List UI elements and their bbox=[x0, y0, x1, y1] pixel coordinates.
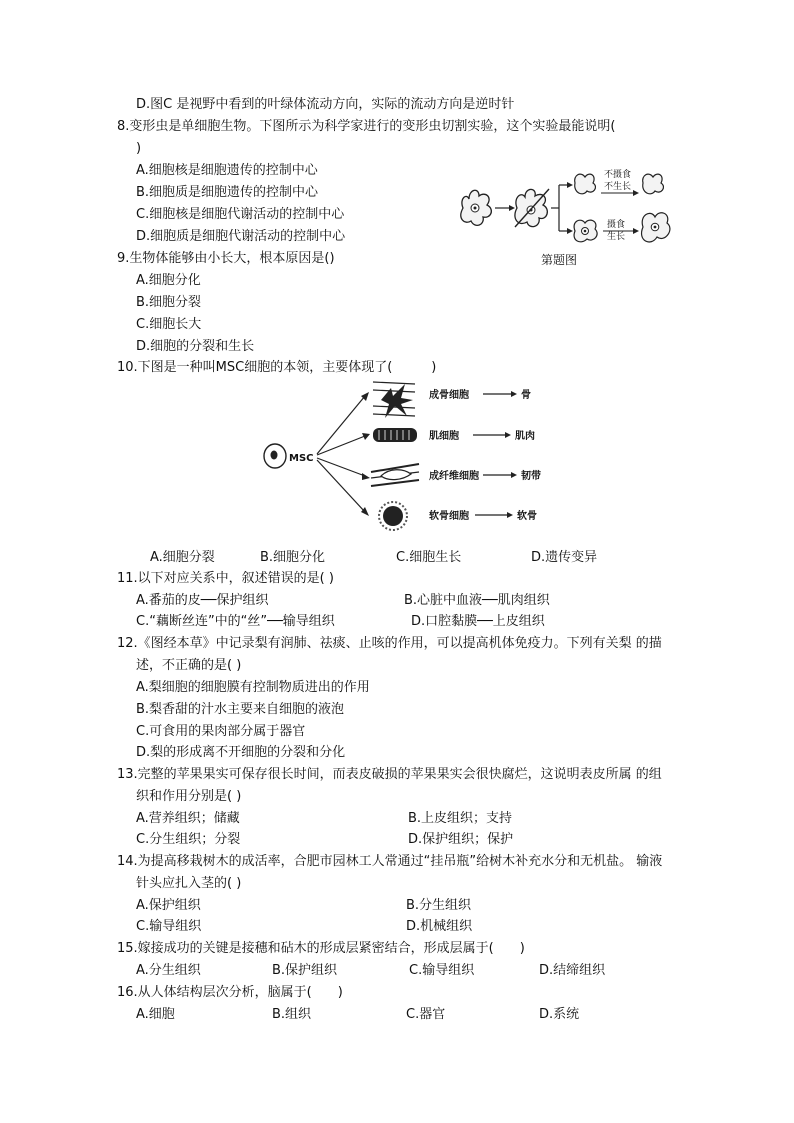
q9-option-b: B.细胞分裂 bbox=[136, 295, 202, 310]
q11-option-a: A.番茄的皮──保护组织 bbox=[136, 593, 269, 608]
q15-option-c: C.输导组织 bbox=[409, 963, 475, 978]
msc-row-cell-0: 成骨细胞 bbox=[429, 390, 469, 401]
q14-option-a: A.保护组织 bbox=[136, 898, 201, 913]
q8-option-d: D.细胞质是细胞代谢活动的控制中心 bbox=[136, 229, 346, 244]
q15-option-b: B.保护组织 bbox=[272, 963, 338, 978]
q10-option-a: A.细胞分裂 bbox=[150, 550, 215, 565]
q16-option-d: D.系统 bbox=[539, 1007, 580, 1022]
q15-stem: 15.嫁接成功的关键是接穗和砧木的形成层紧密结合，形成层属于( ) bbox=[117, 941, 525, 956]
msc-row-result-2: 韧带 bbox=[521, 471, 541, 482]
q16-option-a: A.细胞 bbox=[136, 1007, 175, 1022]
msc-row-result-3: 软骨 bbox=[517, 511, 537, 522]
q16-option-c: C.器官 bbox=[406, 1007, 446, 1022]
q15-option-a: A.分生组织 bbox=[136, 963, 201, 978]
q8-option-b: B.细胞质是细胞遗传的控制中心 bbox=[136, 185, 319, 200]
q8-option-c: C.细胞核是细胞代谢活动的控制中心 bbox=[136, 207, 345, 222]
q13-stem-line1: 13.完整的苹果果实可保存很长时间，而表皮破损的苹果果实会很快腐烂，这说明表皮所属 的组 bbox=[117, 767, 662, 782]
q8-figure-caption: 第题图 bbox=[541, 253, 578, 267]
q8-option-a: A.细胞核是细胞遗传的控制中心 bbox=[136, 163, 318, 178]
q9-option-c: C.细胞长大 bbox=[136, 317, 202, 332]
amoeba-cutting-figure bbox=[455, 163, 675, 258]
q13-option-d: D.保护组织；保护 bbox=[408, 832, 514, 847]
msc-row-result-1: 肌肉 bbox=[515, 431, 535, 442]
q11-option-d: D.口腔黏膜──上皮组织 bbox=[411, 614, 545, 629]
q8-fig-label-bottom2: 生长 bbox=[607, 232, 626, 242]
q8-stem-line2: ) bbox=[136, 141, 142, 156]
q14-option-b: B.分生组织 bbox=[406, 898, 472, 913]
msc-differentiation-figure bbox=[255, 376, 555, 536]
q13-stem-line2: 织和作用分别是( ) bbox=[136, 789, 242, 804]
q11-stem: 11.以下对应关系中，叙述错误的是( ) bbox=[117, 571, 334, 586]
q13-option-b: B.上皮组织；支持 bbox=[408, 811, 513, 826]
q11-option-c: C.“藕断丝连”中的“丝”──输导组织 bbox=[136, 614, 335, 629]
q7-option-d: D.图C 是视野中看到的叶绿体流动方向，实际的流动方向是逆时针 bbox=[136, 97, 515, 112]
q12-option-c: C.可食用的果肉部分属于器官 bbox=[136, 724, 306, 739]
q14-option-d: D.机械组织 bbox=[406, 919, 473, 934]
q14-option-c: C.输导组织 bbox=[136, 919, 202, 934]
msc-row-cell-3: 软骨细胞 bbox=[429, 511, 469, 522]
q9-option-d: D.细胞的分裂和生长 bbox=[136, 339, 255, 354]
q11-option-b: B.心脏中血液──肌肉组织 bbox=[404, 593, 550, 608]
q10-option-d: D.遗传变异 bbox=[531, 550, 598, 565]
msc-row-cell-1: 肌细胞 bbox=[429, 431, 459, 442]
q8-fig-label-top1: 不摄食 bbox=[604, 170, 632, 180]
q16-option-b: B.组织 bbox=[272, 1007, 312, 1022]
msc-row-result-0: 骨 bbox=[521, 390, 531, 401]
q10-option-b: B.细胞分化 bbox=[260, 550, 326, 565]
q12-option-a: A.梨细胞的细胞膜有控制物质进出的作用 bbox=[136, 680, 370, 695]
msc-label: MSC bbox=[289, 453, 314, 464]
q8-stem-line1: 8.变形虫是单细胞生物。下图所示为科学家进行的变形虫切割实验，这个实验最能说明( bbox=[117, 119, 616, 134]
q8-fig-label-top2: 不生长 bbox=[604, 182, 632, 192]
q12-option-d: D.梨的形成离不开细胞的分裂和分化 bbox=[136, 745, 346, 760]
q14-stem-line2: 针头应扎入茎的( ) bbox=[136, 876, 242, 891]
q14-stem-line1: 14.为提高移栽树木的成活率，合肥市园林工人常通过“挂吊瓶”给树木补充水分和无机盐。 输液 bbox=[117, 854, 663, 869]
q15-option-d: D.结缔组织 bbox=[539, 963, 606, 978]
q13-option-a: A.营养组织；储藏 bbox=[136, 811, 240, 826]
q13-option-c: C.分生组织；分裂 bbox=[136, 832, 241, 847]
q8-fig-label-bottom1: 摄食 bbox=[607, 220, 626, 230]
msc-row-cell-2: 成纤维细胞 bbox=[429, 471, 479, 482]
q9-option-a: A.细胞分化 bbox=[136, 273, 201, 288]
q16-stem: 16.从人体结构层次分析，脑属于( ) bbox=[117, 985, 343, 1000]
q12-option-b: B.梨香甜的汁水主要来自细胞的液泡 bbox=[136, 702, 345, 717]
q12-stem-line1: 12.《图经本草》中记录梨有润肺、祛痰、止咳的作用，可以提高机体免疫力。下列有关梨 的描 bbox=[117, 636, 662, 651]
q12-stem-line2: 述，不正确的是( ) bbox=[136, 658, 242, 673]
q9-stem: 9.生物体能够由小长大，根本原因是() bbox=[117, 251, 335, 266]
q10-option-c: C.细胞生长 bbox=[396, 550, 462, 565]
q10-stem: 10.下图是一种叫MSC细胞的本领，主要体现了( ) bbox=[117, 360, 437, 375]
